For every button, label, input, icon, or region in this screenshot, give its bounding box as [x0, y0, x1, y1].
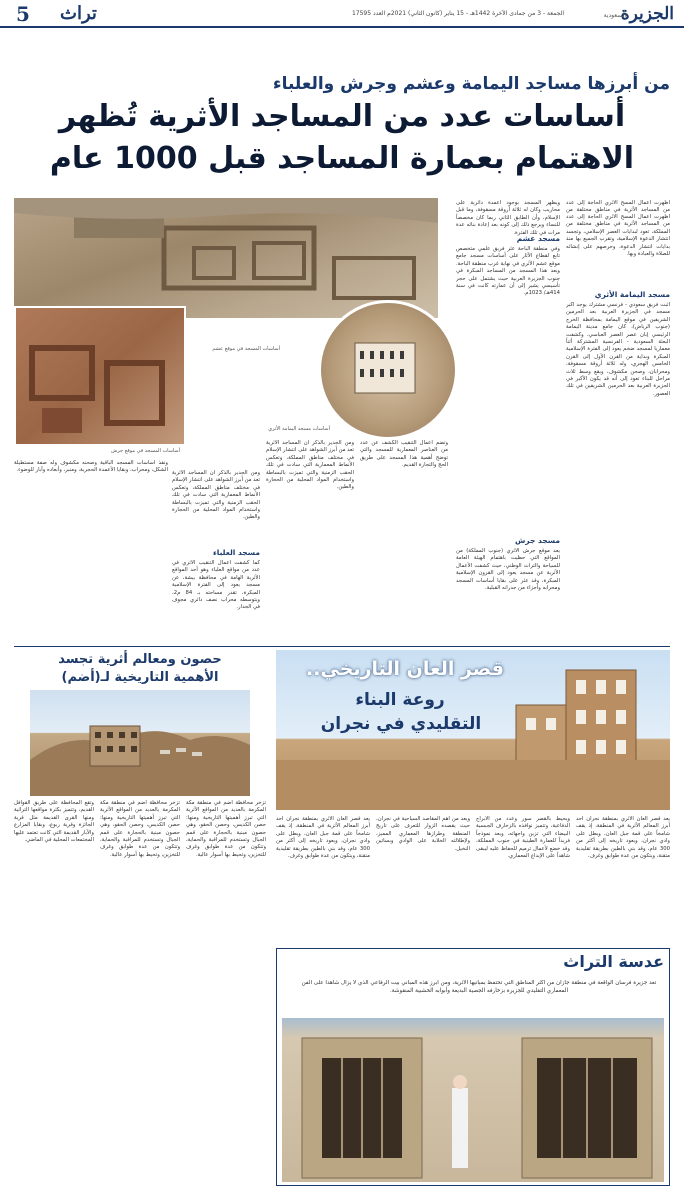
subhead-yamama: مسجد اليمامة الأثري: [594, 290, 670, 299]
heritage-lens-title: عدسة التراث: [563, 952, 664, 971]
logo-subtitle: السعودية: [603, 12, 626, 19]
ruins-illustration: [14, 198, 438, 318]
fort-illustration: [30, 690, 250, 796]
najran-text-col-3: ويعد من أهم المقاصد السياحية في نجران، حيث يقصده الزوار للتعرف على تاريخ المنطقة وطرازها المعماري المميز، ولإطلالته الخلابة على الوادي وبساتين النخيل.: [376, 816, 470, 852]
asham-text: وفي منطقة الباحة عثر فريق علمي متخصص تابع لقطاع الآثار على أساسات مسجد جامع موقع عشم الأثري في نهاية غرب منطقة الباحة. ويعد هذا المسجد من المساجد المبكرة في جنوب الجزيرة العربية حيث يشتمل على حجر تأسيسي يشير إلى أن عمارته كانت في سنة 414هـ/ 1023م.: [456, 246, 560, 297]
column-3-text: وتضم أعمال التنقيب الكشف عن عدد من العناصر المعمارية للمسجد والتي توضح أهمية هذا المسجد على طريق الحج والتجارة القديم.: [360, 440, 448, 469]
forts-title-2: الأهمية التاريخية لـ(أضم): [61, 670, 219, 685]
column-5-text: ومن الجدير بالذكر أن المساجد الأثرية تعد من أبرز الشواهد على انتشار الإسلام في مختلف مناطق المملكة، وتعكس الأنماط المعمارية التي سادت في تلك الحقب الزمنية والتي تميزت بالبساطة واستخدام المواد المحلية من الحجارة والطين.: [172, 470, 260, 521]
dateline: الجمعة - 3 من جمادى الآخرة 1442هـ - 15 يناير (كانون الثاني) 2021م العدد 17595: [351, 10, 564, 17]
forts-text-col-3: تزخر محافظة أضم في منطقة مكة المكرمة بالعديد من المواقع الأثرية التي تبرز أهميتها التاريخية ومنها: حصن الكديس، وحصن الحقو، وهي حصون مبنية بالحجارة على قمم الجبال وتستخدم للمراقبة والحماية، وتتكون من عدة طوابق وغرف للتخزين، وتحيط بها أسوار عالية.: [186, 800, 266, 858]
headline-line-2: الاهتمام بعمارة المساجد قبل 1000 عام: [49, 141, 635, 176]
caption-yamama: أساسات مسجد اليمامة الأثري: [268, 426, 330, 432]
page-number: 5: [16, 2, 30, 26]
jurash-mosque-photo: [14, 306, 186, 446]
forts-text-col-1: وتقع المحافظة على طريق القوافل القديم، وتتميز بكثرة مواقعها التراثية ومنها القرى القديمة مثل قرية الجائزة وقرية ربوع، وبقايا المزارع والآبار القديمة التي كانت تعتمد عليها المجتمعات المحلية في الماضي.: [14, 800, 94, 844]
heritage-lens-caption: تعد جزيرة فرسان الواقعة في منطقة جازان من أكثر المناطق التي تحتفظ بمبانيها الأثرية، ومن أبرز هذه المباني بيت الرفاعي الذي لا يزال شاهداً على الفن المعماري التقليدي للجزيرة بزخارفه الجصية البديعة وأبوابه الخشبية المنقوشة.: [301, 980, 657, 994]
forts-photo: [30, 690, 250, 796]
najran-text-col-4: يعد قصر العان الأثري بمنطقة نجران أحد أبرز المعالم الأثرية في المنطقة، إذ يقف شامخاً على قمة جبل العان، ويطل على وادي نجران، ويعود تاريخه إلى أكثر من 300 عام، وقد بني بالطين بطريقة تقليدية متقنة، ويتكون من عدة طوابق وغرف.: [276, 816, 370, 860]
subhead-jurash: مسجد جرش: [514, 536, 560, 545]
forts-text-col-2: تزخر محافظة أضم في منطقة مكة المكرمة بالعديد من المواقع الأثرية التي تبرز أهميتها التاريخية ومنها: حصن الكديس، وحصن الحقو، وهي حصون مبنية بالحجارة على قمم الجبال وتستخدم للمراقبة والحماية، وتتكون من عدة طوابق وغرف للتخزين، وتحيط بها أسوار عالية.: [100, 800, 180, 858]
page-header: [0, 0, 684, 28]
jurash-text: يعد موقع جرش الأثري (جنوب المملكة) من المواقع التي حظيت باهتمام الهيئة العامة للسياحة والتراث الوطني، حيث كشفت الأعمال الأثرية عن مسجد يعود إلى القرون الإسلامية المبكرة، وقد عثر على بقايا أساسات المسجد ومحرابه وأجزاء من جدرانه القبلية.: [456, 548, 560, 592]
yamama-mosque-photo: [318, 300, 458, 440]
section-divider: [14, 646, 670, 647]
subhead-asham: مسجد عشم: [516, 234, 560, 243]
najran-text-col-2: ويحيط بالقصر سور وعدد من الأبراج الدفاعية، وتتميز نوافذه بالزخارف الجبسية البيضاء التي تزين واجهاته، ويعد نموذجاً فريداً للعمارة الطينية في جنوب المملكة، وقد خضع لأعمال ترميم للحفاظ عليه ليبقى شاهداً على الإبداع المعماري.: [476, 816, 570, 860]
yamama-text: أثبت فريق سعودي - فرنسي مشترك يوجد أكبر مسجد في الجزيرة العربية بعد الحرمين الشريفين في موقع اليمامة بمحافظة الخرج (جنوب الرياض)، كان جامع مدينة اليمامة الرئيسي إبان عصر العصر العباسي، وكشفت البعثة السعودية - الفرنسية المشتركة أثناً معماريا لمسجد ضخم يعود إلى الفترة الإسلامية المبكرة وبداية من القرن الأول إلى القرن الخامس الهجري، وله ثلاثة أروقة مسقوفة، ومحرابان، وصحن مكشوف، ويقع وسط ثلاث مراحل للبناء تعود إلى أنه قد يكون الأكبر في الجزيرة العربية بعد الحرمين الشريفين في تلك العصور.: [566, 302, 670, 397]
caption-jurash: أساسات المسجد في موقع جرش: [111, 448, 180, 454]
column-4-text: ومن الجدير بالذكر أن المساجد الأثرية تعد من أبرز الشواهد على انتشار الإسلام في مختلف مناطق المملكة، وتعكس الأنماط المعمارية التي سادت في تلك الحقب الزمنية والتي تميزت بالبساطة واستخدام المواد المحلية من الحجارة والطين.: [266, 440, 354, 491]
column-6-text: ونفذ أساسات المسجد الباقية وصحنه مكشوف وله صفة مستطيلة الشكل، ومحراب، وبقايا الأعمدة الحجرية، ومنبر، وأبعاده وآبار للوضوء.: [14, 460, 168, 474]
column-2-top: ويظهر المسجد بوجود أعمدة دائرية على محاريب وكان له ثلاثة أروقة مسقوفة، وما قبل الإسلام، وأن الطابق الثاني ربما كان مخصصاً للنساء ويرجع ذلك إلى كونه بعد إعادة بنائه عدة مرات في تلك الفترة.: [456, 200, 560, 236]
najran-subtitle-1: روعة البناء: [355, 690, 445, 710]
jurash-ruins-illustration: [14, 308, 184, 446]
newspaper-logo: الجزيرة: [620, 4, 674, 24]
farasan-house-illustration: [282, 1018, 664, 1182]
najran-title: قصر العان التاريخي..: [306, 658, 504, 680]
article-intro-cont: أظهرت أعمال المسح الأثري الحاجة إلى عدد من المساجد الأثرية في مناطق مختلفة من المملكة، تعود لبدايات العصر الإسلامي، وتجسد انتشار الدعوة الإسلامية، وتقرب الجميع بها منذ بدايات انتشار الدعوة، وحرصهم على إنشائه للصلاة والعبادة وبها.: [566, 214, 670, 258]
farasan-house-photo: [282, 1018, 664, 1182]
section-name: تراث: [60, 3, 97, 24]
asham-mosque-photo: [14, 198, 438, 318]
yamama-columns-illustration: [318, 303, 455, 440]
caption-asham: أساسات المسجد في موقع عشم: [212, 346, 280, 352]
article-kicker: من أبرزها مساجد اليمامة وعشم وجرش والعلباء: [272, 74, 670, 94]
article-intro: أظهرت أعمال المسح الأثري الحاجة إلى عدد من المساجد الأثرية في مناطق مختلفة من: [566, 200, 670, 214]
alba-text: كما كشفت أعمال التنقيب الأثري في عدد من مواقع العلباء وهو أحد المواقع الأثرية الهامة في محافظة بيشة، عن مسجد يعود إلى الفترة الإسلامية المبكرة، تقدر مساحته بـ 84 م2، ويتوسطه محراب نصف دائري مجوف في الجدار.: [172, 560, 260, 611]
headline-line-1: أساسات عدد من المساجد الأثرية تُظهر: [58, 99, 626, 134]
article-headline: [14, 96, 670, 180]
najran-text-col-1: يعد قصر العان الأثري بمنطقة نجران أحد أبرز المعالم الأثرية في المنطقة، إذ يقف شامخاً على قمة جبل العان، ويطل على وادي نجران، ويعود تاريخه إلى أكثر من 300 عام، وقد بني بالطين بطريقة تقليدية متقنة، ويتكون من عدة طوابق وغرف.: [576, 816, 670, 860]
forts-title-1: حصون ومعالم أثرية تجسد: [58, 652, 222, 667]
najran-subtitle-2: التقليدي في نجران: [320, 714, 482, 734]
subhead-alba: مسجد العلباء: [212, 548, 260, 557]
